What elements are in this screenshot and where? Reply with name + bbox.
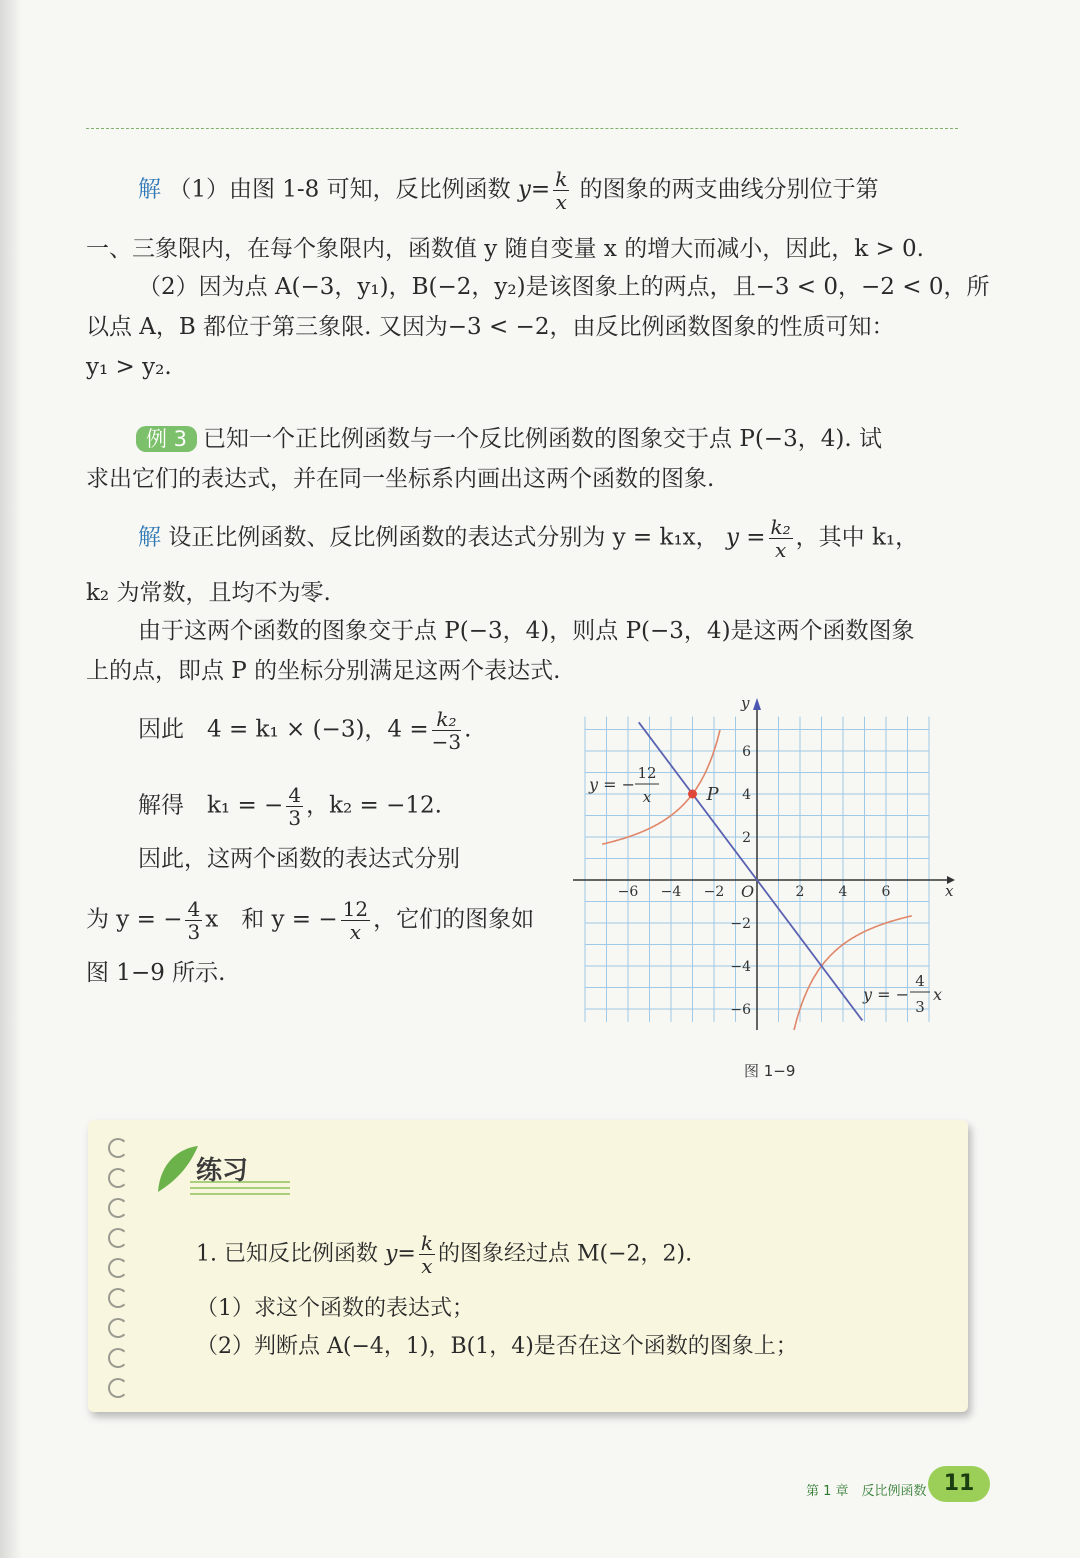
exercise-title: 练习 bbox=[196, 1156, 249, 1186]
solution1-line5: y₁ > y₂. bbox=[86, 354, 172, 380]
point-P bbox=[688, 790, 697, 799]
x-tick-label: 2 bbox=[795, 884, 805, 900]
binder-ring bbox=[108, 1258, 128, 1278]
series-label-numerator: 12 bbox=[637, 764, 657, 782]
series-line bbox=[639, 722, 863, 1020]
fraction-k-over-x-ex: $\frac{k}{x}$ bbox=[420, 1231, 433, 1278]
fraction-k2-over-x: $\frac{\text{k₂}}{x}$ bbox=[770, 515, 791, 562]
solution1-label: 解 bbox=[138, 176, 161, 203]
solution2-text: 设正比例函数、反比例函数的表达式分别为 y = k₁x， bbox=[168, 524, 719, 551]
fraction-k2-over-neg3: $\frac{\text{k₂}}{-3}$ bbox=[431, 707, 462, 754]
example3-text: 已知一个正比例函数与一个反比例函数的图象交于点 P(−3，4). 试 bbox=[203, 426, 882, 452]
x-axis-label: x bbox=[945, 882, 954, 900]
solution2-line2: k₂ 为常数，且均不为零. bbox=[86, 580, 331, 606]
binder-ring bbox=[108, 1318, 128, 1338]
binder-ring bbox=[108, 1348, 128, 1368]
y-axis-label: y bbox=[741, 694, 750, 712]
fraction-4-over-3-b: $\frac{4}{3}$ bbox=[187, 897, 201, 944]
origin-label: O bbox=[741, 882, 755, 901]
series-hyperbola-branch bbox=[794, 916, 912, 1030]
exercise-q1-part2: （2）判断点 A(−4，1)，B(1，4)是否在这个函数的图象上； bbox=[196, 1334, 798, 1359]
solution1-text-tail: 的图象的两支曲线分别位于第 bbox=[579, 176, 879, 203]
solution1-line2: 一、三象限内，在每个象限内，函数值 y 随自变量 x 的增大而减小，因此，k > 0. bbox=[86, 236, 924, 262]
fraction-12-over-x: $\frac{12}{x}$ bbox=[342, 897, 369, 944]
point-label: P bbox=[706, 784, 719, 805]
solution2-line1 bbox=[138, 516, 918, 561]
solution2-line3: 由于这两个函数的图象交于点 P(−3，4)，则点 P(−3，4)是这两个函数图象 bbox=[138, 618, 915, 644]
series-label-numerator: 4 bbox=[915, 972, 925, 990]
function-graph bbox=[565, 692, 965, 1037]
exercise-box bbox=[88, 1120, 968, 1412]
y-tick-label: −6 bbox=[730, 1002, 751, 1018]
y-tick-label: −2 bbox=[730, 916, 751, 932]
solution2-line9: 图 1−9 所示. bbox=[86, 960, 226, 986]
binder-ring bbox=[108, 1138, 128, 1158]
solution1-line3: （2）因为点 A(−3，y₁)，B(−2，y₂)是该图象上的两点，且−3 < 0，−2 < 0，所 bbox=[138, 274, 990, 300]
example3-line1 bbox=[136, 424, 882, 454]
exercise-q1: 1. 已知反比例函数 y= $\frac{k}{x}$ 的图象经过点 M(−2，2). bbox=[196, 1231, 693, 1278]
page-number: 11 bbox=[928, 1466, 990, 1502]
x-tick-label: −2 bbox=[703, 884, 725, 900]
fraction-4-over-3: $\frac{4}{3}$ bbox=[288, 783, 302, 830]
formula-lhs: y= bbox=[517, 176, 551, 203]
top-rule bbox=[86, 128, 958, 129]
fraction-k-over-x: $\frac{k}{x}$ bbox=[555, 167, 568, 214]
y-tick-label: 2 bbox=[742, 830, 751, 846]
solution2-text-tail: ，其中 k₁， bbox=[795, 524, 919, 551]
y-tick-label: −4 bbox=[730, 959, 751, 975]
binder-ring bbox=[108, 1168, 128, 1188]
solution2-label: 解 bbox=[138, 524, 161, 551]
y-axis-arrow bbox=[753, 698, 761, 710]
solution2-line4: 上的点，即点 P 的坐标分别满足这两个表达式. bbox=[86, 658, 561, 684]
exercise-q1-part1: （1）求这个函数的表达式； bbox=[196, 1296, 474, 1321]
figure-caption: 图 1−9 bbox=[744, 1062, 796, 1080]
solution1-text: （1）由图 1-8 可知，反比例函数 bbox=[168, 176, 511, 203]
solution2-line6: 解得 k₁ = − $\frac{4}{3}$ ，k₂ = −12. bbox=[138, 783, 442, 830]
series-label-suffix: x bbox=[933, 985, 943, 1004]
series-label-prefix: y = − bbox=[863, 985, 910, 1004]
solution1-line4: 以点 A，B 都位于第三象限. 又因为−3 < −2，由反比例函数图象的性质可知： bbox=[86, 314, 895, 340]
example-badge: 例 3 bbox=[136, 426, 197, 452]
x-tick-label: −4 bbox=[660, 884, 682, 900]
series-label-denominator: 3 bbox=[915, 998, 925, 1016]
y-tick-label: 4 bbox=[742, 787, 751, 803]
binder-ring bbox=[108, 1378, 128, 1398]
binder-ring bbox=[108, 1228, 128, 1248]
x-tick-label: 4 bbox=[838, 884, 848, 900]
chapter-footer: 第 1 章 反比例函数 bbox=[806, 1484, 927, 1499]
y-tick-label: 6 bbox=[742, 744, 751, 760]
series-label-denominator: x bbox=[642, 788, 652, 806]
x-tick-label: 6 bbox=[881, 884, 891, 900]
solution1-line1 bbox=[138, 168, 879, 213]
solution2-line5: 因此 4 = k₁ × (−3)，4 = $\frac{\text{k₂}}{-3}$ . bbox=[138, 707, 472, 754]
formula-lhs: y = bbox=[725, 524, 766, 551]
binder-ring bbox=[108, 1198, 128, 1218]
example3-line2: 求出它们的表达式，并在同一坐标系内画出这两个函数的图象. bbox=[86, 466, 715, 492]
solution2-line7: 因此，这两个函数的表达式分别 bbox=[138, 846, 460, 872]
page-edge-shadow bbox=[0, 0, 22, 1558]
solution2-line8: 为 y = − $\frac{4}{3}$ x 和 y = − $\frac{12}{x}$ ，它们的图象如 bbox=[86, 897, 535, 944]
binder-ring bbox=[108, 1288, 128, 1308]
x-tick-label: −6 bbox=[617, 884, 639, 900]
series-label-prefix: y = − bbox=[589, 775, 636, 794]
